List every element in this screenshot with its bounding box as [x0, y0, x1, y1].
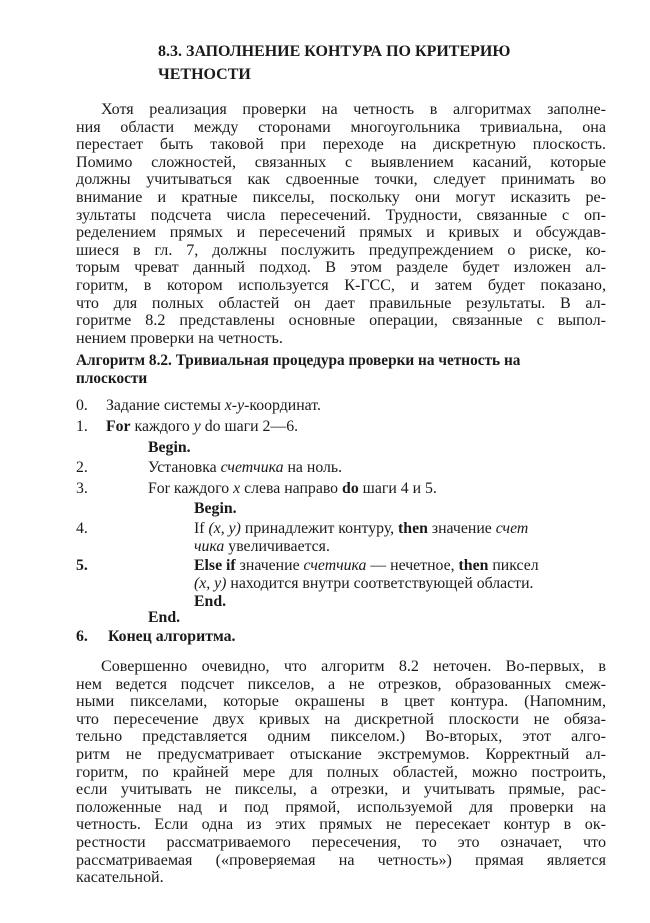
step-italic: счетчика — [220, 459, 284, 476]
text-line: нением проверки на четность. — [76, 329, 283, 347]
text-line: ределением прямых и пересечений прямых и кривых и обсуждав- — [76, 224, 606, 242]
step-number-1: 1. — [76, 418, 88, 435]
step-keyword: Else if — [194, 557, 236, 574]
text-line: шиеся в гл. 7, должны послужить предупреждением о риске, ко- — [76, 241, 606, 259]
section-title-line-1: 8.3. ЗАПОЛНЕНИЕ КОНТУРА ПО КРИТЕРИЮ — [158, 43, 511, 60]
text-line: Совершенно очевидно, что алгоритм 8.2 неточен. Во-первых, в — [101, 658, 606, 675]
step-italic: чика — [194, 538, 225, 555]
step-number-3: 3. — [76, 480, 88, 497]
step-number-0: 0. — [76, 397, 88, 414]
algorithm-title-line-1: Алгоритм 8.2. Тривиальная процедура проверки на четность на — [76, 352, 521, 369]
step-italic: счет — [495, 520, 529, 537]
text-line: зультаты подсчета числа пересечений. Трудности, связанные с оп- — [76, 206, 606, 224]
step-text: For каждого — [148, 480, 234, 497]
text-line: горитм, по крайней мере для полных областей, можно построить, — [76, 763, 606, 781]
discussion-paragraph — [76, 658, 606, 887]
begin-inner: Begin. — [194, 500, 237, 517]
algorithm-title-line-2: плоскости — [76, 369, 148, 387]
section-title — [158, 40, 618, 86]
step-number-6: 6. — [76, 628, 88, 645]
text-line: горитме 8.2 представлены основные операции, связанные с выпол- — [76, 312, 606, 330]
step-text: Задание системы — [106, 397, 225, 414]
text-line: Хотя реализация проверки на четность в алгоритмах заполне- — [101, 101, 606, 118]
step-text: шаги 4 и 5. — [358, 480, 437, 497]
algorithm-step-1 — [106, 418, 298, 436]
step-text: слева направо — [240, 480, 343, 497]
text-line: ными пикселами, которые окрашены в цвет контура. (Напомним, — [76, 693, 606, 711]
step-italic: (x, y) — [194, 575, 227, 592]
text-line: горитм, в котором используется К-ГСС, и затем будет показано, — [76, 276, 606, 294]
step-text: принадлежит контуру, — [240, 520, 399, 537]
algorithm-step-2 — [148, 459, 342, 477]
algorithm-step-0 — [106, 397, 321, 415]
step-number-4: 4. — [76, 520, 88, 537]
algorithm-step-4 — [194, 520, 528, 538]
step-italic: x-y — [224, 397, 245, 414]
text-line: ния области между сторонами многоугольника тривиальна, она — [76, 118, 606, 136]
step-text: значение — [427, 520, 496, 537]
end-outer: End. — [148, 609, 181, 626]
end-inner: End. — [194, 593, 227, 610]
text-line: касательной. — [76, 869, 164, 887]
text-line: внимание и кратные пикселы, поскольку они могут исказить ре- — [76, 188, 606, 206]
text-line: нем ведется подсчет пикселов, а не отрезков, образованных смеж- — [76, 675, 606, 693]
text-line: перестает быть таковой при переходе на дискретную плоскость. — [76, 136, 606, 154]
algorithm-step-5 — [194, 557, 539, 575]
text-line: Помимо сложностей, связанных с выявлением касаний, которые — [76, 153, 606, 171]
intro-paragraph — [76, 101, 606, 347]
step-keyword: For — [106, 418, 131, 435]
text-line: должны учитываться как сдвоенные точки, следует принимать во — [76, 171, 606, 189]
text-line: рестности рассматриваемого пересечения, то это означает, что — [76, 833, 606, 851]
step-italic: x — [233, 480, 241, 497]
text-line: если учитывать не пикселы, а отрезки, и учитывать прямые, рас- — [76, 781, 606, 799]
step-text: — нечетное, — [366, 557, 459, 574]
algorithm-step-4-cont — [194, 538, 330, 556]
step-text: Установка — [148, 459, 221, 476]
step-keyword: do — [342, 480, 359, 497]
text-line: рассматриваемая («проверяемая на четность») прямая является — [76, 851, 606, 869]
section-title-line-2: ЧЕТНОСТИ — [158, 66, 251, 83]
step-text: находится внутри соответствующей области. — [226, 575, 534, 592]
step-keyword: then — [398, 520, 428, 537]
step-text: If — [194, 520, 209, 537]
step-text: увеличивается. — [224, 538, 330, 555]
text-line: тельно представляется одним пикселом.) Во-вторых, этот алго- — [76, 728, 606, 746]
step-text: -координат. — [244, 397, 321, 414]
step-text: значение — [235, 557, 304, 574]
step-text: пиксел — [488, 557, 539, 574]
text-line: что пересечение двух кривых на дискретной плоскости не обяза- — [76, 710, 606, 728]
text-line: торым чреват данный подход. В этом разделе будет изложен ал- — [76, 259, 606, 277]
step-text: do шаги 2—6. — [200, 418, 299, 435]
algorithm-step-6: Конец алгоритма. — [108, 628, 236, 645]
begin-outer: Begin. — [148, 439, 191, 456]
step-number-5: 5. — [76, 557, 88, 574]
step-italic: y — [193, 418, 201, 435]
text-line: что для полных областей он дает правильные результаты. В ал- — [76, 294, 606, 312]
step-text: на ноль. — [283, 459, 343, 476]
step-text: каждого — [130, 418, 194, 435]
algorithm-step-5-cont — [194, 575, 533, 593]
algorithm-title — [76, 352, 606, 387]
text-line: ритм не предусматривает отыскание экстремумов. Корректный ал- — [76, 745, 606, 763]
step-italic: счетчика — [303, 557, 367, 574]
text-line: положенные над и под прямой, используемой для проверки на — [76, 798, 606, 816]
step-keyword: then — [458, 557, 489, 574]
algorithm-step-3 — [148, 480, 437, 498]
step-number-2: 2. — [76, 459, 88, 476]
step-italic: (x, y) — [208, 520, 241, 537]
text-line: четность. Если одна из этих прямых не пересекает контур в ок- — [76, 816, 606, 834]
